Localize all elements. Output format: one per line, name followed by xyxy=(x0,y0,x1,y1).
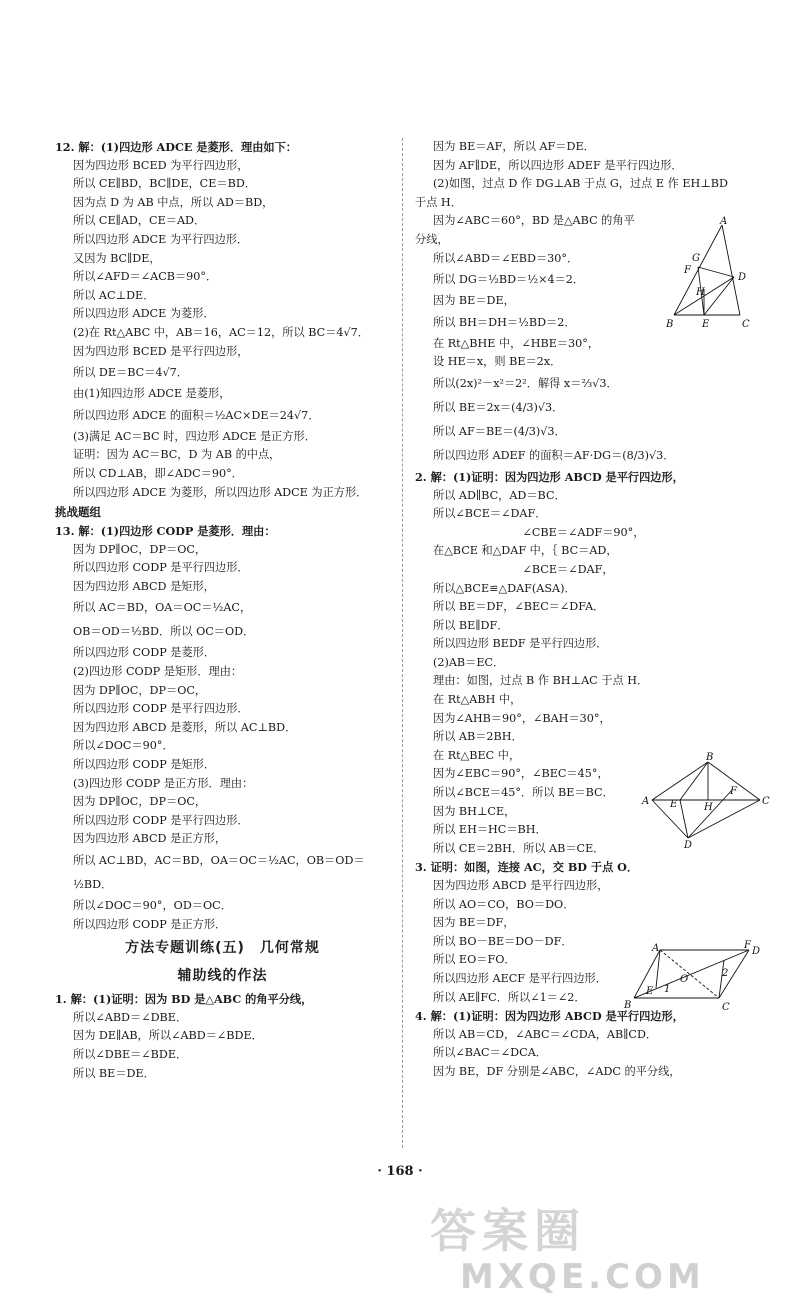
right-line: 所以 AF＝BE＝(4/3)√3． xyxy=(433,424,566,438)
left-line: 所以 AC⊥BD，AC＝BD，OA＝OC＝½AC，OB＝OD＝ xyxy=(73,854,365,867)
left-line: 1. 解：(1)证明：因为 BD 是△ABC 的角平分线， xyxy=(55,992,313,1007)
fig3-vertex-label: F xyxy=(744,940,751,951)
left-line: 13. 解：(1)四边形 CODP 是菱形．理由： xyxy=(55,524,276,539)
right-line: 因为∠ABC＝60°，BD 是△ABC 的角平 xyxy=(433,214,635,228)
left-line: 所以∠DBE＝∠BDE． xyxy=(73,1047,188,1061)
left-line: 所以 CD⊥AB，即∠ADC＝90°． xyxy=(73,466,243,480)
left-line: 因为点 D 为 AB 中点，所以 AD＝BD， xyxy=(73,195,274,209)
left-line: 所以∠DOC＝90°． xyxy=(73,739,174,753)
left-line: 因为四边形 BCED 为平行四边形， xyxy=(73,158,249,172)
left-line: 所以四边形 CODP 是矩形． xyxy=(73,758,216,772)
left-line: 所以四边形 ADCE 为菱形． xyxy=(73,307,215,321)
fig3-vertex-label: B xyxy=(624,1000,632,1011)
right-line: 所以 EO＝FO． xyxy=(433,953,516,967)
right-line: 所以(2x)²－x²＝2²．解得 x＝⅔√3． xyxy=(433,376,618,390)
right-line: (2)如图，过点 D 作 DG⊥AB 于点 G，过点 E 作 EH⊥BD xyxy=(433,177,728,191)
right-line: (2)AB＝EC． xyxy=(433,655,505,669)
right-line: 所以 AB＝CD，∠ABC＝∠CDA，AB∥CD． xyxy=(433,1027,658,1041)
left-line: 所以四边形 ADCE 为菱形，所以四边形 ADCE 为正方形． xyxy=(73,485,368,499)
right-line: 在 Rt△ABH 中， xyxy=(433,693,522,707)
right-line: 所以 EH＝HC＝BH． xyxy=(433,823,547,837)
left-line: 辅助线的作法 xyxy=(177,968,268,985)
right-line: 设 HE＝x，则 BE＝2x． xyxy=(433,355,562,369)
page-number: · 168 · xyxy=(377,1164,423,1179)
right-line: 所以∠BCE＝∠DAF． xyxy=(433,507,547,521)
left-line: 因为四边形 ABCD 是矩形， xyxy=(73,579,215,593)
watermark-line1: 答案圈 xyxy=(430,1204,586,1258)
left-line: ½BD． xyxy=(73,878,113,891)
left-line: (3)满足 AC＝BC 时，四边形 ADCE 是正方形． xyxy=(73,429,316,443)
left-line: 所以四边形 CODP 是正方形． xyxy=(73,917,227,931)
right-line: 所以四边形 BEDF 是平行四边形． xyxy=(433,637,608,651)
left-line: 所以∠AFD＝∠ACB＝90°． xyxy=(73,270,218,284)
fig2-vertex-label: H xyxy=(704,802,713,813)
right-line: 所以 AD∥BC，AD＝BC． xyxy=(433,488,566,502)
figure-triangle-abc xyxy=(662,215,767,330)
right-line: ∠BCE＝∠DAF， xyxy=(433,562,614,576)
right-line: 所以 BE＝2x＝(4/3)√3． xyxy=(433,400,564,414)
right-line: 因为∠AHB＝90°，∠BAH＝30°， xyxy=(433,711,611,725)
left-line: 所以四边形 CODP 是平行四边形． xyxy=(73,702,249,716)
right-line: 因为四边形 ABCD 是平行四边形， xyxy=(433,879,609,892)
right-line: 2. 解：(1)证明：因为四边形 ABCD 是平行四边形， xyxy=(415,469,684,484)
figure-quad-abcd xyxy=(640,752,770,851)
left-line: 因为四边形 BCED 是平行四边形， xyxy=(73,344,249,358)
left-line: 所以 DE＝BC＝4√7． xyxy=(73,366,188,380)
right-line: 在 Rt△BHE 中，∠HBE＝30°， xyxy=(433,336,600,350)
left-line: 因为四边形 ABCD 是正方形， xyxy=(73,832,227,846)
right-line: 于点 H． xyxy=(415,195,462,209)
fig3-vertex-label: 2 xyxy=(722,968,729,979)
left-line: (2)在 Rt△ABC 中，AB＝16，AC＝12，所以 BC＝4√7． xyxy=(73,325,369,339)
fig3-vertex-label: 1 xyxy=(664,984,671,995)
right-line: 4. 解：(1)证明：因为四边形 ABCD 是平行四边形， xyxy=(415,1009,684,1024)
fig2-vertex-label: C xyxy=(762,796,770,807)
fig2-vertex-label: E xyxy=(670,799,678,810)
right-line: 所以 CE＝2BH．所以 AB＝CE． xyxy=(433,841,605,855)
left-line: 又因为 BC∥DE， xyxy=(73,251,161,265)
fig1-vertex-label: A xyxy=(720,216,728,227)
right-line: 所以四边形 AECF 是平行四边形． xyxy=(433,971,607,985)
right-line: 所以 DG＝½BD＝½×4＝2． xyxy=(433,273,585,287)
left-line: 所以 AC＝BD，OA＝OC＝½AC， xyxy=(73,601,252,615)
fig2-vertex-label: F xyxy=(730,786,737,797)
fig1-vertex-label: F xyxy=(684,265,691,276)
right-line: 理由：如图，过点 B 作 BH⊥AC 于点 H． xyxy=(433,674,649,688)
left-line: 所以 AC⊥DE． xyxy=(73,288,155,302)
right-line: 因为 BE＝AF，所以 AF＝DE． xyxy=(433,140,595,153)
right-line: 在 Rt△BEC 中， xyxy=(433,748,521,762)
right-line: 所以 BO－BE＝DO－DF． xyxy=(433,934,573,948)
left-line: 证明：因为 AC＝BC，D 为 AB 的中点， xyxy=(73,448,281,462)
right-line: 所以∠BCE＝45°．所以 BE＝BC． xyxy=(433,786,614,800)
right-line: 因为∠EBC＝90°，∠BEC＝45°， xyxy=(433,767,609,781)
left-line: 12. 解：(1)四边形 ADCE 是菱形．理由如下： xyxy=(55,140,297,154)
right-line: 3. 证明：如图，连接 AC，交 BD 于点 O． xyxy=(415,860,639,875)
right-line: 因为 BH⊥CE， xyxy=(433,804,516,818)
left-line: 所以四边形 ADCE 的面积＝½AC×DE＝24√7． xyxy=(73,408,320,422)
fig2-vertex-label: D xyxy=(684,840,693,851)
left-line: 方法专题训练(五) 几何常规 xyxy=(125,940,320,957)
left-line: (2)四边形 CODP 是矩形．理由： xyxy=(73,665,243,679)
watermark-logo xyxy=(430,1195,780,1305)
fig1-vertex-label: G xyxy=(692,253,700,264)
right-line: 所以∠ABD＝∠EBD＝30°． xyxy=(433,251,579,265)
fig1-vertex-label: B xyxy=(666,319,674,330)
right-line: 因为 BE＝DF， xyxy=(433,916,515,930)
left-line: 由(1)知四边形 ADCE 是菱形， xyxy=(73,387,231,401)
left-line: 因为 DP∥OC，DP＝OC， xyxy=(73,795,207,809)
fig3-vertex-label: A xyxy=(652,943,660,954)
fig1-vertex-label: H xyxy=(696,287,705,298)
left-line: 所以∠DOC＝90°，OD＝OC． xyxy=(73,899,232,912)
fig1-vertex-label: D xyxy=(738,272,747,283)
fig2-vertex-label: B xyxy=(706,752,714,763)
left-line: 所以∠ABD＝∠DBE． xyxy=(73,1010,188,1024)
right-line: ∠CBE＝∠ADF＝90°， xyxy=(433,525,645,539)
left-line: 所以 CE∥BD，BC∥DE，CE＝BD． xyxy=(73,177,256,191)
left-line: 因为 DP∥OC，DP＝OC， xyxy=(73,683,207,697)
right-line: 所以 BE＝DF，∠BEC＝∠DFA． xyxy=(433,600,605,614)
left-line: 因为 DE∥AB，所以∠ABD＝∠BDE． xyxy=(73,1029,263,1043)
left-line: 所以四边形 CODP 是平行四边形． xyxy=(73,813,249,827)
right-line: 因为 BE，DF 分别是∠ABC，∠ADC 的平分线， xyxy=(433,1064,681,1078)
right-line: 因为 BE＝DE， xyxy=(433,294,515,308)
figure-parallelogram xyxy=(624,940,759,1020)
fig3-vertex-label: D xyxy=(752,946,761,957)
left-line: 所以 BE＝DE． xyxy=(73,1066,155,1080)
fig2-vertex-label: A xyxy=(642,796,650,807)
left-line: 所以四边形 CODP 是菱形． xyxy=(73,646,216,660)
column-divider xyxy=(402,138,403,1148)
right-line: 所以 AB＝2BH． xyxy=(433,730,523,744)
right-line: 所以 AO＝CO，BO＝DO． xyxy=(433,897,575,911)
right-line: 分线， xyxy=(415,232,449,246)
fig3-vertex-label: O xyxy=(680,974,689,985)
fig1-vertex-label: C xyxy=(742,319,750,330)
left-line: 因为 DP∥OC，DP＝OC， xyxy=(73,542,207,556)
right-line: 在△BCE 和△DAF 中，｛ BC＝AD， xyxy=(433,544,618,558)
right-line: 所以∠BAC＝∠DCA． xyxy=(433,1046,547,1060)
left-line: 挑战题组 xyxy=(55,505,101,520)
left-line: 所以 CE∥AD，CE＝AD． xyxy=(73,214,206,228)
left-line: 所以四边形 ADCE 为平行四边形． xyxy=(73,232,249,246)
left-column xyxy=(55,138,390,1083)
right-line: 所以 BE∥DF． xyxy=(433,618,509,632)
left-line: 因为四边形 ABCD 是菱形，所以 AC⊥BD． xyxy=(73,720,297,734)
left-line: (3)四边形 CODP 是正方形．理由： xyxy=(73,776,254,790)
fig3-vertex-label: C xyxy=(722,1002,730,1013)
fig1-vertex-label: E xyxy=(702,319,710,330)
right-line: 因为 AF∥DE，所以四边形 ADEF 是平行四边形． xyxy=(433,158,683,172)
fig3-vertex-label: E xyxy=(646,986,654,997)
left-line: OB＝OD＝½BD．所以 OC＝OD． xyxy=(73,625,255,639)
right-line: 所以△BCE≌△DAF(ASA)． xyxy=(433,581,576,595)
right-line: 所以 BH＝DH＝½BD＝2． xyxy=(433,315,576,329)
right-line: 所以四边形 ADEF 的面积＝AF·DG＝(8/3)√3． xyxy=(433,448,675,462)
right-line: 所以 AE∥FC．所以∠1＝∠2． xyxy=(433,990,586,1004)
watermark-line2: MXQE.COM xyxy=(460,1257,705,1297)
left-line: 所以四边形 CODP 是平行四边形． xyxy=(73,561,249,575)
